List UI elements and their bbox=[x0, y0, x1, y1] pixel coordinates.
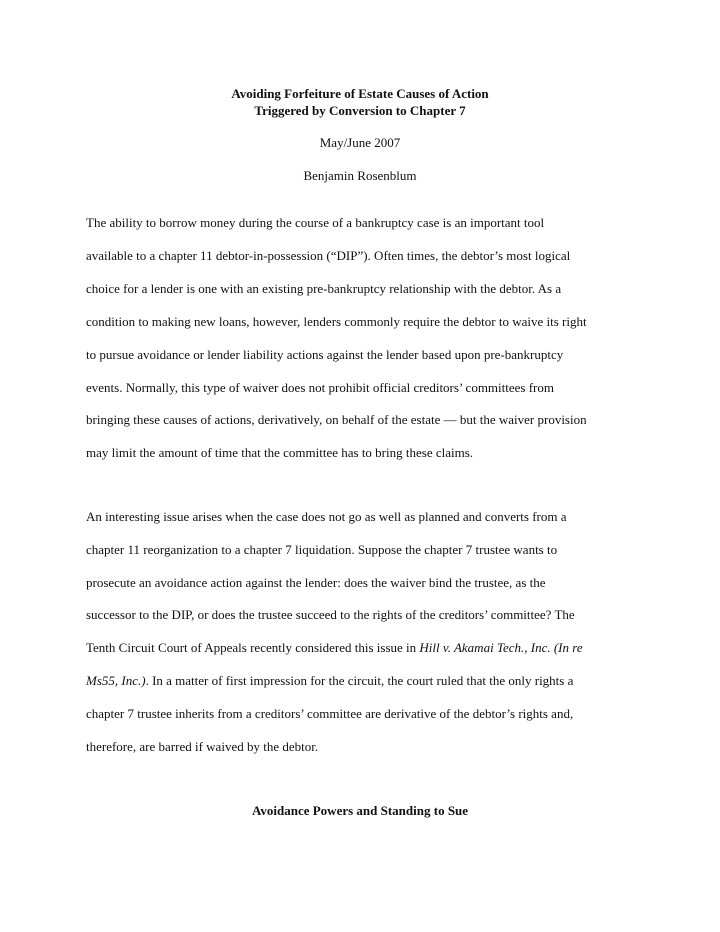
paragraph-2-text: . In a matter of first impression for the circuit, the court ruled that the only rights a bbox=[145, 673, 574, 688]
document-author: Benjamin Rosenblum bbox=[303, 168, 417, 183]
paragraph-2-line: chapter 11 reorganization to a chapter 7 liquidation. Suppose the chapter 7 trustee wants to bbox=[86, 542, 558, 557]
paragraph-1-line: choice for a lender is one with an existing pre-bankruptcy relationship with the debtor. As a bbox=[86, 281, 562, 296]
paragraph-1-line: bringing these causes of actions, derivatively, on behalf of the estate — but the waiver provision bbox=[86, 412, 587, 427]
paragraph-1-line: condition to making new loans, however, lenders commonly require the debtor to waive its right bbox=[86, 314, 587, 329]
paragraph-2-line bbox=[86, 640, 583, 656]
paragraph-1-line: available to a chapter 11 debtor-in-possession (“DIP”). Often times, the debtor’s most logical bbox=[86, 248, 571, 263]
section-heading: Avoidance Powers and Standing to Sue bbox=[251, 803, 469, 818]
case-citation: Hill v. Akamai Tech., Inc. (In re bbox=[419, 640, 583, 655]
paragraph-2-line: therefore, are barred if waived by the debtor. bbox=[86, 739, 319, 754]
paragraph-2-text: Tenth Circuit Court of Appeals recently considered this issue in bbox=[86, 640, 420, 655]
case-citation: Ms55, Inc.) bbox=[86, 673, 146, 688]
document-date: May/June 2007 bbox=[319, 135, 401, 150]
paragraph-2-line: prosecute an avoidance action against the lender: does the waiver bind the trustee, as the bbox=[86, 575, 546, 590]
paragraph-2-line: successor to the DIP, or does the trustee succeed to the rights of the creditors’ committee? The bbox=[86, 607, 575, 622]
paragraph-2-line bbox=[86, 673, 573, 689]
paragraph-1-line: events. Normally, this type of waiver does not prohibit official creditors’ committees from bbox=[86, 380, 554, 395]
paragraph-1-line: to pursue avoidance or lender liability actions against the lender based upon pre-bankruptcy bbox=[86, 347, 564, 362]
paragraph-1-line: may limit the amount of time that the committee has to bring these claims. bbox=[86, 445, 474, 460]
paragraph-2-line: chapter 7 trustee inherits from a creditors’ committee are derivative of the debtor’s rights and, bbox=[86, 706, 574, 721]
paragraph-2-line: An interesting issue arises when the case does not go as well as planned and converts from a bbox=[86, 509, 567, 524]
document-title-line-2: Triggered by Conversion to Chapter 7 bbox=[254, 103, 466, 118]
document-title-line-1: Avoiding Forfeiture of Estate Causes of Action bbox=[231, 86, 489, 101]
paragraph-1-line: The ability to borrow money during the course of a bankruptcy case is an important tool bbox=[86, 215, 545, 230]
